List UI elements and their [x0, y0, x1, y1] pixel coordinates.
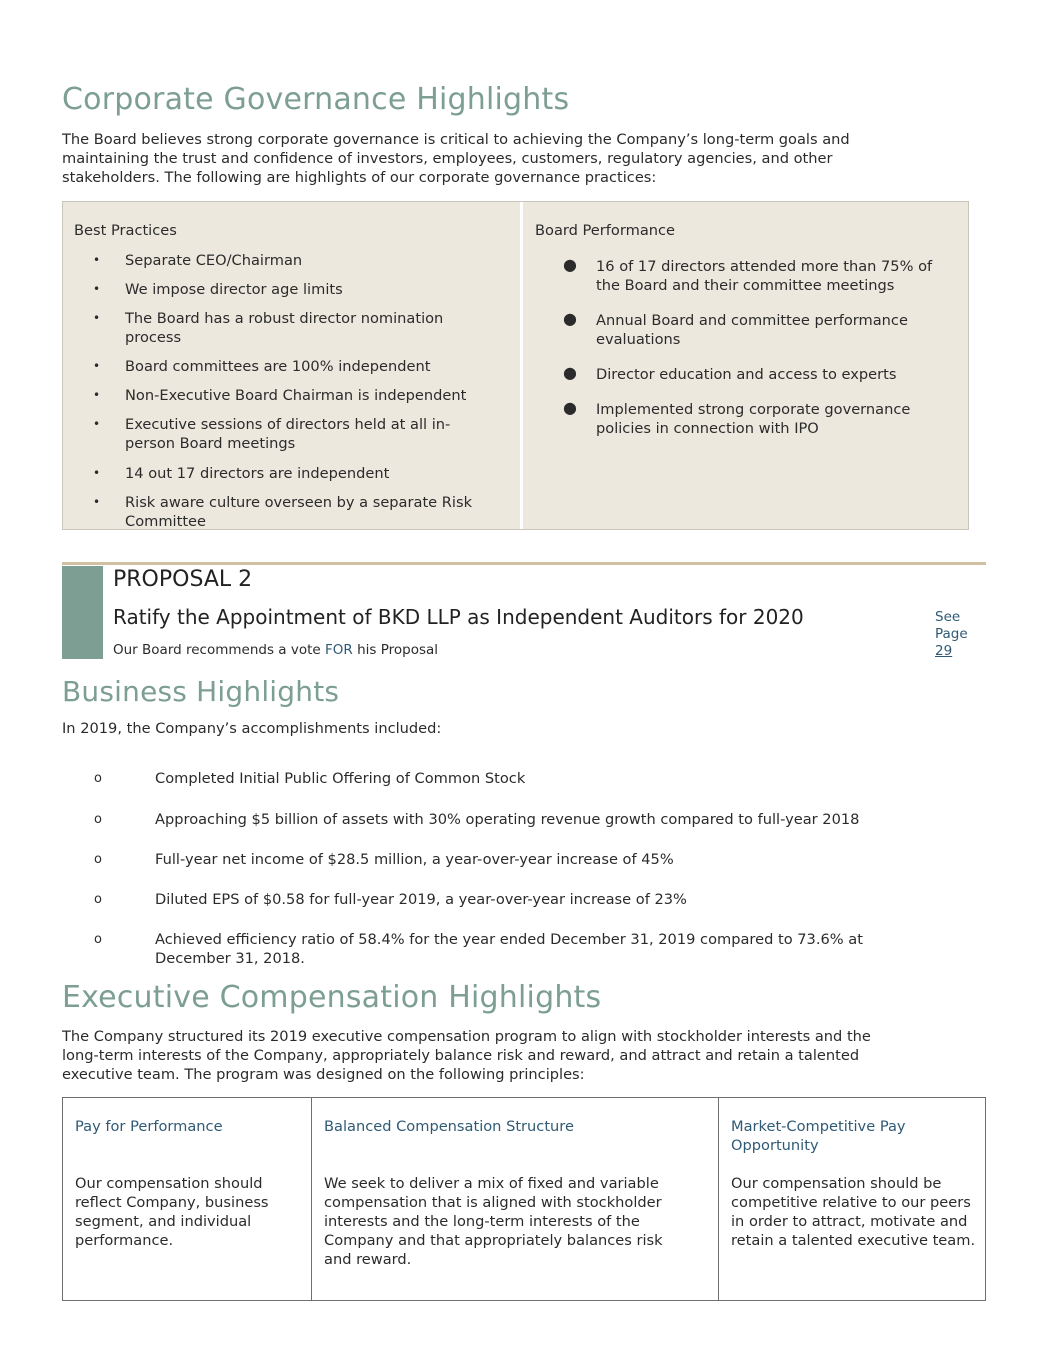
principle-title: Market-Competitive Pay Opportunity [731, 1118, 906, 1154]
governance-highlights-box: Best Practices • Separate CEO/Chairman • We impose director age limits • The Board has a robust director nomination process • Board committees are 100% independent • Non-Executive Board Chairman is independent • Executive sessions of directors held at all in-person Board meetings • 14 out 17 directors are independent • Risk aware culture overseen by a separate Risk Committee Board Performance ● 16 of 17 directors attended more than 75% of the Board and their committee meetings ● Annual Board and committee performance evaluations ● Director education and access to experts ● Implemented strong corporate governance policies in connection with IPO [62, 201, 969, 530]
column-divider [520, 202, 523, 529]
proposal-rule [62, 562, 986, 565]
board-performance-title: Board Performance [535, 222, 676, 239]
principle-body: We seek to deliver a mix of fixed and variable compensation that is aligned with stockholder interests and the long-term interests of the Company and that appropriately balances risk and reward. [324, 1175, 663, 1268]
governance-intro-line: stakeholders. The following are highlights of our corporate governance practices: [62, 169, 657, 186]
bullet-icon: • [93, 253, 101, 267]
best-practices-title: Best Practices [74, 222, 177, 239]
principle-title: Pay for Performance [75, 1118, 223, 1135]
governance-intro-line: maintaining the trust and confidence of investors, employees, customers, regulatory agencies, and other [62, 150, 833, 167]
bullet-icon: • [93, 282, 101, 296]
bullet-icon: • [93, 466, 101, 480]
circle-bullet-icon: o [94, 892, 102, 907]
bullet-icon: • [93, 311, 101, 325]
principle-column [311, 1098, 718, 1300]
see-page-reference: See Page 29 [935, 609, 968, 659]
governance-heading: Corporate Governance Highlights [62, 82, 570, 117]
proposal-label: PROPOSAL 2 [113, 567, 253, 592]
compensation-principles-table [62, 1097, 986, 1301]
governance-intro-line: The Board believes strong corporate governance is critical to achieving the Company’s long-term goals and [62, 131, 850, 148]
principle-column [63, 1098, 312, 1300]
bullet-icon: ● [563, 255, 577, 274]
bullet-icon: • [93, 359, 101, 373]
vote-for-label: FOR [325, 642, 353, 658]
circle-bullet-icon: o [94, 771, 102, 786]
proposal-title: Ratify the Appointment of BKD LLP as Independent Auditors for 2020 [113, 605, 804, 629]
compensation-intro-line: The Company structured its 2019 executive compensation program to align with stockholder interests and the [62, 1028, 871, 1045]
circle-bullet-icon: o [94, 812, 102, 827]
proposal-recommendation: Our Board recommends a vote FOR his Proposal [113, 642, 439, 658]
principle-title: Balanced Compensation Structure [324, 1118, 574, 1135]
principle-column [718, 1098, 986, 1300]
circle-bullet-icon: o [94, 932, 102, 947]
principle-body: Our compensation should reflect Company, business segment, and individual performance. [75, 1175, 269, 1249]
bullet-icon: • [93, 388, 101, 402]
bullet-icon: ● [563, 309, 577, 328]
circle-bullet-icon: o [94, 852, 102, 867]
document-page: Corporate Governance Highlights The Board believes strong corporate governance is critical to achieving the Company’s long-term goals and maintaining the trust and confidence of investors, employees, customers, regulatory agencies, and other stakeholders. The following are highlights of our corporate governance practices: Best Practices • Separate CEO/Chairman • We impose director age limits • The Board has a robust director nomination process • Board committees are 100% independent • Non-Executive Board Chairman is independent • Executive sessions of directors held at all in-person Board meetings • 14 out 17 directors are independent • Risk aware culture overseen by a separate Risk Committee Board Performance ● 16 of 17 directors attended more than 75% of the Board and their committee meetings ● Annual Board and committee performance evaluations ● Director education and access to experts ● Implemented strong corporate governance policies in connection with IPO PROPOSAL 2 Ratify the Appointment of BKD LLP as Independent Auditors for 2020 Our Board recommends a vote FOR his Proposal See Page 29 Business Highlights In 2019, the Company’s accomplishments included: o Completed Initial Public Offering of Common Stock o Approaching $5 billion of assets with 30% operating revenue growth compared to full-year 2018 o Full-year net income of $28.5 million, a year-over-year increase of 45% o Diluted EPS of $0.58 for full-year 2019, a year-over-year increase of 23% o Achieved efficiency ratio of 58.4% for the year ended December 31, 2019 compared to 73.6% at December 31, 2018. Executive Compensation Highlights The Company structured its 2019 executive compensation program to align with stockholder interests and the long-term interests of the Company, appropriately balance risk and reward, and attract and retain a talented executive team. The program was designed on the following principles: Pay for Performance Our compensation should reflect Company, business segment, and individual performance. Balanced Compensation Structure We seek to deliver a mix of fixed and variable compensation that is aligned with stockholder interests and the long-term interests of the Company and that appropriately balances risk and reward. Market-Competitive Pay Opportunity Our compensation should be competitive relative to our peers in order to attract, motivate and retain a talented executive team. [0, 0, 1055, 1365]
compensation-heading: Executive Compensation Highlights [62, 980, 602, 1015]
compensation-intro-line: long-term interests of the Company, appropriately balance risk and reward, and attract and retain a talented [62, 1047, 860, 1064]
compensation-intro [62, 1027, 982, 1084]
compensation-intro-line: executive team. The program was designed on the following principles: [62, 1066, 585, 1083]
principle-body: Our compensation should be competitive relative to our peers in order to attract, motivate and retain a talented executive team. [731, 1175, 976, 1249]
page-29-link[interactable]: 29 [935, 643, 953, 659]
governance-intro [62, 130, 962, 187]
business-heading: Business Highlights [62, 675, 340, 708]
bullet-icon: • [93, 495, 101, 509]
business-intro: In 2019, the Company’s accomplishments included: [62, 720, 442, 737]
bullet-icon: • [93, 417, 101, 431]
bullet-icon: ● [563, 398, 577, 417]
bullet-icon: ● [563, 363, 577, 382]
proposal-accent-bar [62, 566, 103, 659]
